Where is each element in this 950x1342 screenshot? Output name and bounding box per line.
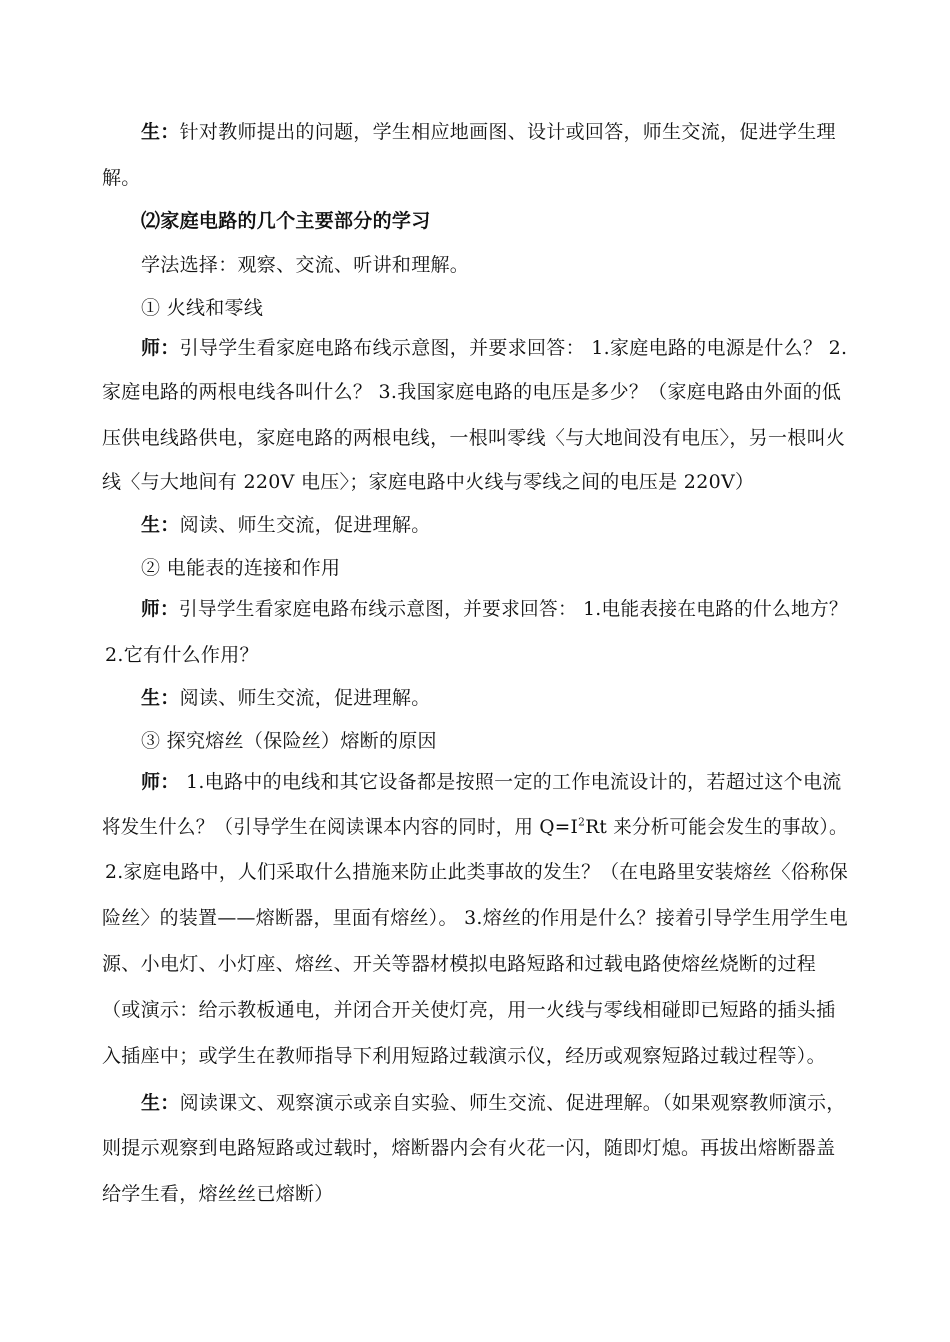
speaker-label: 生： xyxy=(141,687,180,709)
line-text: 源、小电灯、小灯座、熔丝、开关等器材模拟电路短路和过载电路使熔丝烧断的过程 xyxy=(102,953,817,975)
paragraph-line xyxy=(102,426,845,450)
paragraph-line xyxy=(141,686,431,710)
line-text: Rt 来分析可能会发生的事故）。 xyxy=(585,816,848,838)
paragraph-line xyxy=(102,998,835,1022)
line-text: 2.家庭电路中，人们采取什么措施来防止此类事故的发生？（在电路里安装熔丝〈俗称保 xyxy=(105,861,849,883)
paragraph-line xyxy=(105,860,848,884)
line-text: 险丝〉的装置——熔断器，里面有熔丝）。 3.熔丝的作用是什么？接着引导学生用学生电 xyxy=(102,907,848,929)
line-text: ③ 探究熔丝（保险丝）熔断的原因 xyxy=(141,730,437,752)
paragraph-line xyxy=(102,1136,835,1160)
paragraph-line xyxy=(102,470,754,494)
paragraph-line xyxy=(102,166,141,190)
paragraph-line xyxy=(102,1044,826,1068)
speaker-label: 生： xyxy=(141,1092,180,1114)
line-text: （或演示：给示教板通电，并闭合开关使灯亮，用一火线与零线相碰即已短路的插头插 xyxy=(102,999,836,1021)
line-text: 则提示观察到电路短路或过载时，熔断器内会有火花一闪，随即灯熄。再拔出熔断器盖 xyxy=(102,1137,836,1159)
paragraph-line xyxy=(141,513,431,537)
subsection-heading xyxy=(141,296,263,320)
line-text: 入插座中；或学生在教师指导下利用短路过载演示仪，经历或观察短路过载过程等）。 xyxy=(102,1045,826,1067)
speaker-label: 师： xyxy=(141,598,179,620)
paragraph-line xyxy=(141,597,848,621)
line-text: 家庭电路的两根电线各叫什么？ 3.我国家庭电路的电压是多少？（家庭电路由外面的低 xyxy=(102,381,842,403)
line-text: 2.它有什么作用？ xyxy=(105,644,259,666)
line-text: 阅读课文、观察演示或亲自实验、师生交流、促进理解。（如果观察教师演示， xyxy=(179,1092,846,1114)
superscript: 2 xyxy=(578,815,586,829)
paragraph-line xyxy=(141,1091,846,1115)
subsection-heading xyxy=(141,556,340,580)
paragraph-line xyxy=(141,336,847,360)
line-text: 线〈与大地间有 220V 电压〉；家庭电路中火线与零线之间的电压是 220V） xyxy=(102,471,755,493)
line-text: ① 火线和零线 xyxy=(141,297,264,319)
paragraph-line xyxy=(141,253,469,277)
paragraph-line xyxy=(105,643,259,667)
paragraph-line xyxy=(102,952,816,976)
paragraph-line xyxy=(102,815,848,839)
paragraph-line xyxy=(102,380,841,404)
line-text: 1.电路中的电线和其它设备都是按照一定的工作电流设计的，若超过这个电流 xyxy=(179,771,842,793)
line-text: 给学生看，熔丝丝已熔断） xyxy=(102,1183,334,1205)
line-text: 针对教师提出的问题，学生相应地画图、设计或回答，师生交流，促进学生理 xyxy=(179,121,836,143)
section-heading xyxy=(141,209,431,233)
subsection-heading xyxy=(141,729,437,753)
line-text: 将发生什么？（引导学生在阅读课本内容的同时，用 Q=I xyxy=(102,816,579,838)
line-text: 学法选择：观察、交流、听讲和理解。 xyxy=(141,254,470,276)
line-text: ⑵家庭电路的几个主要部分的学习 xyxy=(141,210,431,232)
line-text: 引导学生看家庭电路布线示意图，并要求回答： 1.家庭电路的电源是什么？ 2. xyxy=(179,337,848,359)
speaker-label: 师： xyxy=(141,337,180,359)
paragraph-line xyxy=(141,120,836,144)
paragraph-line xyxy=(102,1182,334,1206)
line-text: 压供电线路供电，家庭电路的两根电线，一根叫零线〈与大地间没有电压〉，另一根叫火 xyxy=(102,427,846,449)
speaker-label: 师： xyxy=(141,771,180,793)
paragraph-line xyxy=(102,906,848,930)
speaker-label: 生： xyxy=(141,514,180,536)
line-text: ② 电能表的连接和作用 xyxy=(141,557,341,579)
line-text: 引导学生看家庭电路布线示意图，并要求回答： 1.电能表接在电路的什么地方？ xyxy=(178,598,848,620)
paragraph-line xyxy=(141,770,842,794)
speaker-label: 生： xyxy=(141,121,180,143)
line-text: 解。 xyxy=(102,167,141,189)
line-text: 阅读、师生交流，促进理解。 xyxy=(179,514,431,536)
line-text: 阅读、师生交流，促进理解。 xyxy=(179,687,431,709)
